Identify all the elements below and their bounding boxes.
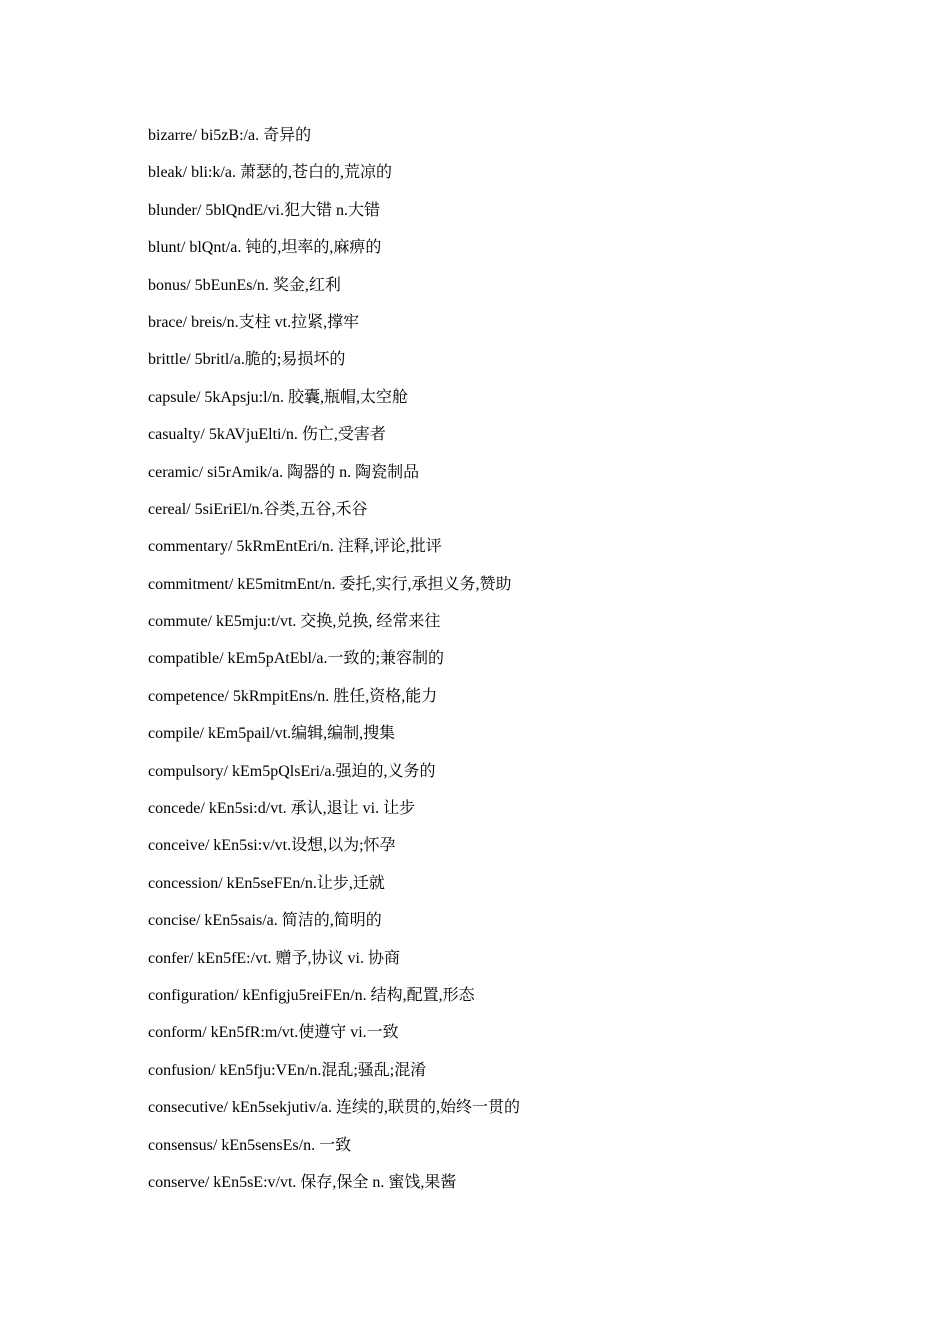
vocabulary-entry: bonus/ 5bEunEs/n. 奖金,红利 [148,276,341,294]
vocabulary-entry: conceive/ kEn5si:v/vt.设想,以为;怀孕 [148,837,396,855]
vocabulary-entry: compulsory/ kEm5pQlsEri/a.强迫的,义务的 [148,762,436,780]
vocabulary-entry: capsule/ 5kApsju:l/n. 胶囊,瓶帽,太空舱 [148,388,408,406]
vocabulary-entry: consecutive/ kEn5sekjutiv/a. 连续的,联贯的,始终一贯的 [148,1099,520,1117]
vocabulary-entry: bizarre/ bi5zB:/a. 奇异的 [148,127,312,144]
vocabulary-entry: commitment/ kE5mitmEnt/n. 委托,实行,承担义务,赞助 [148,575,512,593]
vocabulary-entry: commentary/ 5kRmEntEri/n. 注释,评论,批评 [148,538,442,556]
vocabulary-entry: casualty/ 5kAVjuElti/n. 伤亡,受害者 [148,426,386,444]
vocabulary-entry: compile/ kEm5pail/vt.编辑,编制,搜集 [148,725,396,743]
vocabulary-entry: conserve/ kEn5sE:v/vt. 保存,保全 n. 蜜饯,果酱 [148,1173,457,1191]
vocabulary-entry: configuration/ kEnfigju5reiFEn/n. 结构,配置,形态 [148,986,475,1004]
vocabulary-entry: consensus/ kEn5sensEs/n. 一致 [148,1136,352,1154]
vocabulary-entry: blunt/ blQnt/a. 钝的,坦率的,麻痹的 [148,239,382,257]
vocabulary-entry: conform/ kEn5fR:m/vt.使遵守 vi.一致 [148,1024,399,1042]
vocabulary-entry: brittle/ 5britl/a.脆的;易损坏的 [148,351,346,369]
vocabulary-entry: competence/ 5kRmpitEns/n. 胜任,资格,能力 [148,687,438,705]
vocabulary-entry: compatible/ kEm5pAtEbl/a.一致的;兼容制的 [148,650,444,668]
vocabulary-entry: concise/ kEn5sais/a. 简洁的,简明的 [148,912,382,930]
vocabulary-entry: bleak/ bli:k/a. 萧瑟的,苍白的,荒凉的 [148,164,392,182]
vocabulary-entry: cereal/ 5siEriEl/n.谷类,五谷,禾谷 [148,500,368,518]
vocabulary-entry: commute/ kE5mju:t/vt. 交换,兑换, 经常来往 [148,613,441,631]
vocabulary-entry: confusion/ kEn5fju:VEn/n.混乱;骚乱;混淆 [148,1061,427,1079]
vocabulary-entry: concede/ kEn5si:d/vt. 承认,退让 vi. 让步 [148,800,416,818]
vocabulary-entry: ceramic/ si5rAmik/a. 陶器的 n. 陶瓷制品 [148,463,420,481]
vocabulary-entry: confer/ kEn5fE:/vt. 赠予,协议 vi. 协商 [148,949,400,967]
vocabulary-entry: brace/ breis/n.支柱 vt.拉紧,撑牢 [148,313,360,331]
vocabulary-entry: concession/ kEn5seFEn/n.让步,迁就 [148,874,385,892]
vocabulary-entry: blunder/ 5blQndE/vi.犯大错 n.大错 [148,201,380,219]
vocabulary-list [148,125,520,1209]
